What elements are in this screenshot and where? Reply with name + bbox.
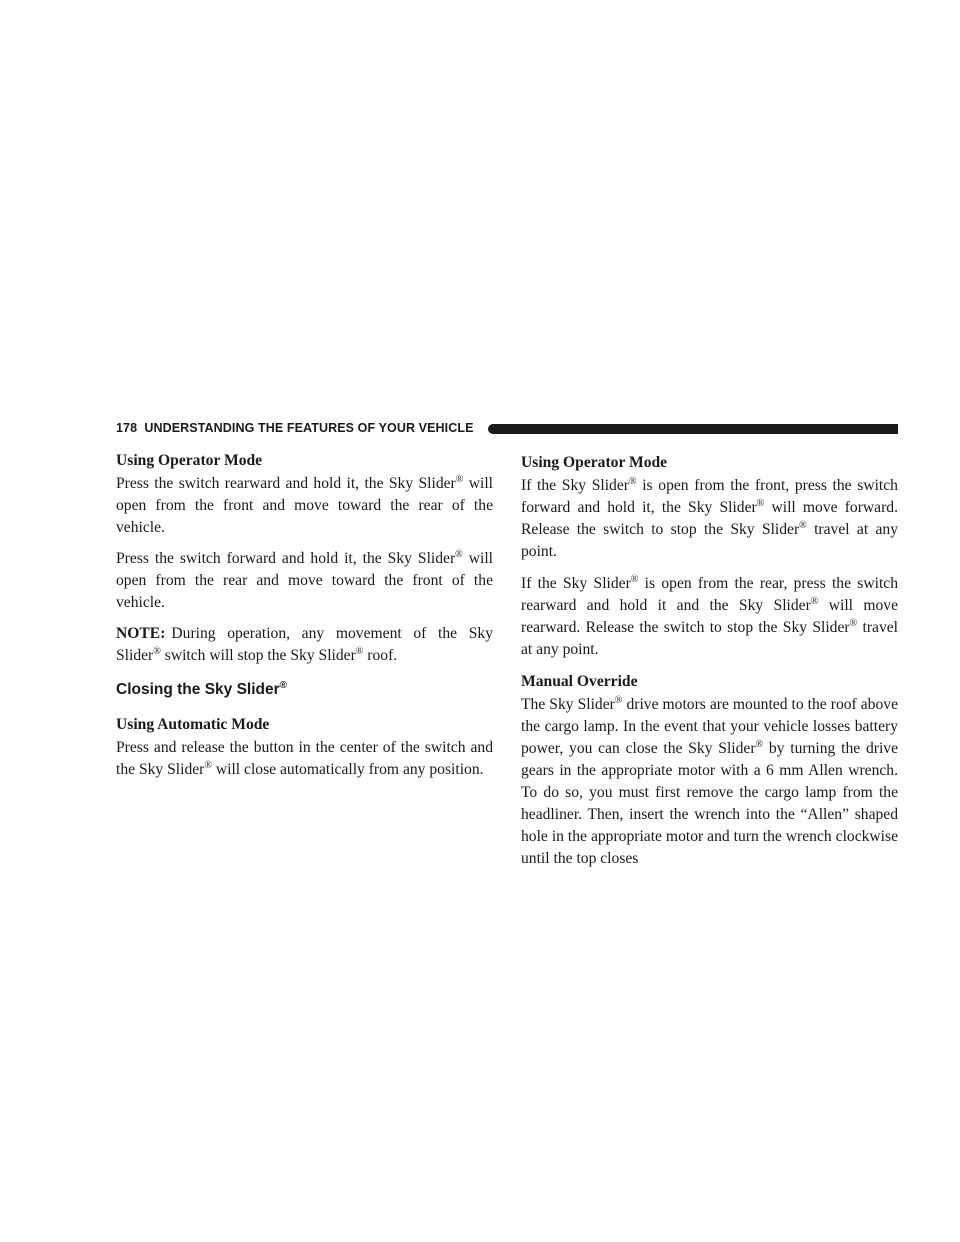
registered-mark: ® [628,475,637,487]
registered-mark: ® [614,694,623,706]
heading-using-operator-mode: Using Operator Mode [116,452,263,469]
registered-mark: ® [455,473,464,485]
paragraph: Press the switch rearward and hold it, the Sky Slider® will open from the front and move toward the rear of the vehicle. [116,473,493,536]
paragraph: Press and release the button in the center of the switch and the Sky Slider® will close automatically from any position. [116,739,493,778]
registered-mark: ® [355,645,364,657]
paragraph: Press the switch forward and hold it, the Sky Slider® will open from the rear and move toward the front of the vehicle. [116,548,493,611]
chapter-title: UNDERSTANDING THE FEATURES OF YOUR VEHICLE [144,421,474,435]
registered-mark: ® [849,617,858,629]
paragraph: If the Sky Slider® is open from the rear, press the switch rearward and hold it and the Sky Slider® will move rearward. Release the switch to stop the Sky Slider® travel at any point. [521,573,898,658]
registered-mark: ® [455,548,463,560]
registered-mark: ® [630,573,639,585]
registered-mark: ® [153,645,161,657]
registered-mark: ® [279,679,288,691]
right-column [521,450,898,880]
registered-mark: ® [756,497,765,509]
paragraph: The Sky Slider® drive motors are mounted to the roof above the cargo lamp. In the event that your vehicle losses battery power, you can close the Sky Slider® by turning the drive gears in the appropriate motor with a 6 mm Allen wrench. To do so, you must first remove the cargo lamp from the headliner. Then, insert the wrench into the “Allen” shaped hole in the appropriate motor and turn the wrench clockwise until the top closes [521,694,898,867]
heading-manual-override: Manual Override [521,673,638,690]
header-rule-bar [488,424,898,434]
registered-mark: ® [755,738,764,750]
note-label: NOTE: [116,625,166,642]
page-header [116,419,898,439]
heading-using-automatic-mode: Using Automatic Mode [116,716,270,733]
note-paragraph [116,623,493,667]
note-text: During operation, any movement of the Sky Slider® switch will stop the Sky Slider® roof. [116,625,493,664]
heading-using-operator-mode: Using Operator Mode [521,454,668,471]
section-title: Closing the Sky Slider® [116,679,288,698]
page-number: 178 [116,421,138,435]
paragraph: If the Sky Slider® is open from the front, press the switch forward and hold it, the Sky Slider® will move forward. Release the switch to stop the Sky Slider® travel at any point. [521,475,898,560]
registered-mark: ® [810,595,819,607]
registered-mark: ® [204,759,212,771]
registered-mark: ® [799,519,807,531]
left-column [116,450,493,790]
page-header-text [116,421,474,435]
